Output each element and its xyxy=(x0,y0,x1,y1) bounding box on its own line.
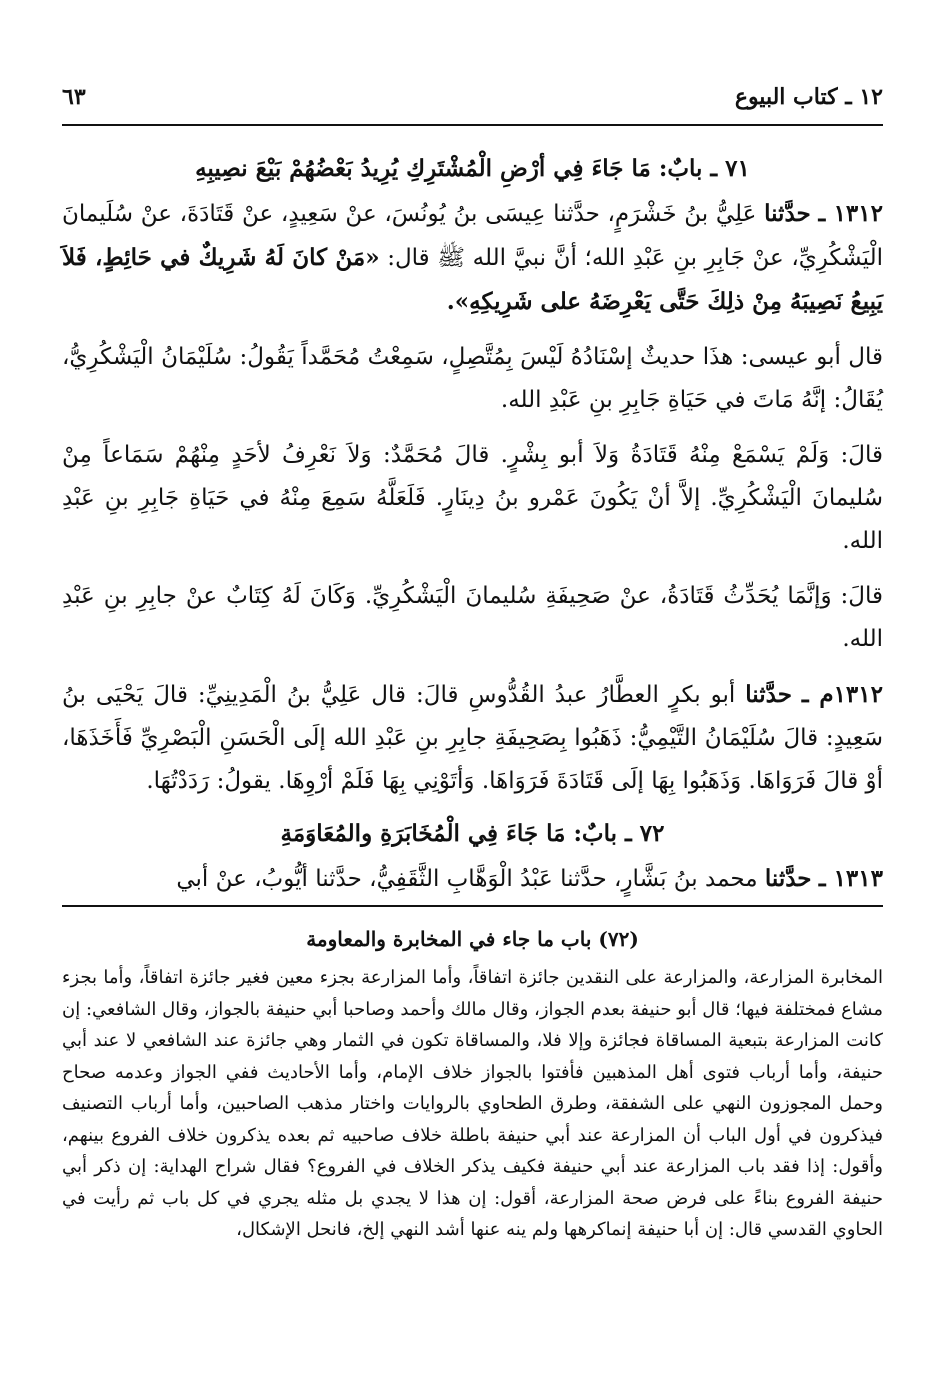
hadith-text: محمد بنُ بَشَّارٍ، حدَّثنا عَبْدُ الْوَهَّابِ الثَّقَفِيُّ، حدَّثنا أيُّوبُ، عنْ أبي xyxy=(176,866,758,892)
haddathana-keyword: حدَّثنا xyxy=(764,200,811,227)
book-title: ١٢ ـ كتاب البيوع xyxy=(734,84,883,110)
hadith-text: أبو بكرٍ العطَّارُ عبدُ القُدُّوسِ قالَ: قال عَلِيُّ بنُ الْمَدِينِيِّ: قالَ يَحْيَى بنُ سَعِيدٍ: قالَ سُلَيْمَانُ التَّيْمِيُّ: ذَهَبُوا بِصَحِيفَةِ جابِرِ بنِ عَبْدِ الله إلَى الْحَسَنِ الْبَصْرِيِّ فَأَخَذَهَا، أوْ قالَ فَرَوَاهَا. وَذَهَبُوا بِهَا إلَى قَتَادَةَ فَرَوَاهَا. وَأتَوْنِي بِهَا فَلَمْ أرْوِهَا. يقولُ: رَدَدْتُهَا. xyxy=(62,682,883,794)
hadith-matn: «مَنْ كانَ لَهُ شَرِيكٌ في حَائِطٍ، فَلاَ يَبِيعُ نَصِيبَهُ مِنْ ذلِكَ حَتَّى يَعْرِضَهُ على شَرِيكِهِ». xyxy=(62,244,883,315)
haddathana-keyword: حدَّثنا xyxy=(764,865,812,892)
hadith-isnad: عَلِيُّ بنُ خَشْرَمٍ، حدَّثنا عِيسَى بنُ يُونُسَ، عنْ سَعِيدٍ، عنْ قَتَادَةَ، عنْ سُلَيمانَ الْيَشْكُرِيِّ، عنْ جَابِرِ بنِ عَبْدِ الله؛ أنَّ نبيَّ الله ﷺ قال: xyxy=(62,201,883,271)
hadith-number: ١٣١٢م ـ xyxy=(801,681,883,708)
bukhari-note: قالَ: وَلَمْ يَسْمَعْ مِنْهُ قَتَادَةُ وَلاَ أبو بِشْرٍ. قالَ مُحَمَّدٌ: وَلاَ نَعْرِفُ لأحَدٍ مِنْهُمْ سَمَاعاً مِنْ سُليمانَ الْيَشْكُرِيِّ. إلاَّ أنْ يَكُونَ عَمْرو بنُ دِينَارٍ. فَلَعَلَّهُ سَمِعَ مِنْهُ في حَيَاةِ جَابِرِ بنِ عَبْدِ الله. xyxy=(62,442,883,554)
hadith-number: ١٣١٢ ـ xyxy=(818,200,883,227)
header-rule xyxy=(62,124,883,126)
commentary-text: المخابرة المزارعة، والمزارعة على النقدين جائزة اتفاقاً، وأما المزارعة بجزء معين فغير جائزة اتفاقاً، وأما بجزء مشاع فمختلفة فيها؛ قال أبو حنيفة بعدم الجواز، وقال مالك وأحمد وصاحبا أبي حنيفة بالجواز، وقال الشافعي: إن كانت المزارعة بتبعية المساقاة فجائزة وإلا فلا، والمساقاة تكون في الثمار وهي جائزة عند الشافعي لا عند أبي حنيفة، وأما أرباب فتوى أهل المذهبين فأفتوا بالجواز خلاف الإمام، وأما الأحاديث ففي الجواز وعدمه صحاح وحمل المجوزون النهي على الشفقة، وطرق الطحاوي بالروايات واختار مذهب الصاحبين، وأما أرباب التصنيف فيذكرون في أول الباب أن المزارعة عند أبي حنيفة باطلة خلاف صاحبيه ثم بعده يذكرون خلاف الفروع بينهم، وأقول: إذا فقد باب المزارعة عند أبي حنيفة فكيف يذكر الخلاف في الفروع؟ فقال شراح الهداية: إن ذكر أبي حنيفة الفروع بناءً على فرض صحة المزارعة، أقول: إن هذا لا يجدي بل مثله يجري في كل باب ثم رأيت في الحاوي القدسي قال: إن أبا حنيفة إنماكرهها ولم ينه عنها أشد النهي إلخ، فانحل الإشكال، xyxy=(62,967,883,1240)
hadith-1313 xyxy=(62,857,883,901)
running-header xyxy=(62,84,883,120)
hadith-1312m xyxy=(62,673,883,803)
commentary-separator xyxy=(62,905,883,907)
abu-isa-note: قال أبو عيسى: هذَا حديثٌ إسْنَادُهُ لَيْسَ بِمُتَّصِلٍ، سَمِعْتُ مُحَمَّداً يَقُولُ: سُلَيْمَانُ الْيَشْكُرِيُّ، يُقَالُ: إنَّهُ مَاتَ في حَيَاةِ جَابِرِ بنِ عَبْدِ الله. xyxy=(62,344,883,413)
haddathana-keyword: حدَّثنا xyxy=(745,681,792,708)
chapter-71-title: ٧١ ـ بابٌ: مَا جَاءَ فِي أرْضِ الْمُشْتَرِكِ يُرِيدُ بَعْضُهُمْ بَيْعَ نصِيبِهِ xyxy=(195,155,750,182)
page-number: ٦٣ xyxy=(62,84,86,110)
commentary-section xyxy=(62,922,883,1246)
qatada-note: قالَ: وَإنَّمَا يُحَدِّثُ قَتَادَةُ، عنْ صَحِيفَةِ سُليمانَ الْيَشْكُرِيِّ. وَكَانَ لَهُ كِتَابٌ عنْ جابِرِ بنِ عَبْدِ الله. xyxy=(62,583,883,652)
main-text xyxy=(62,150,883,913)
chapter-72-title: ٧٢ ـ بابٌ: مَا جَاءَ فِي الْمُخَابَرَةِ والمُعَاوَمَةِ xyxy=(280,820,665,847)
hadith-number: ١٣١٣ ـ xyxy=(818,865,883,892)
commentary-title: (٧٢) باب ما جاء في المخابرة والمعاومة xyxy=(306,927,639,951)
hadith-1312 xyxy=(62,192,883,324)
